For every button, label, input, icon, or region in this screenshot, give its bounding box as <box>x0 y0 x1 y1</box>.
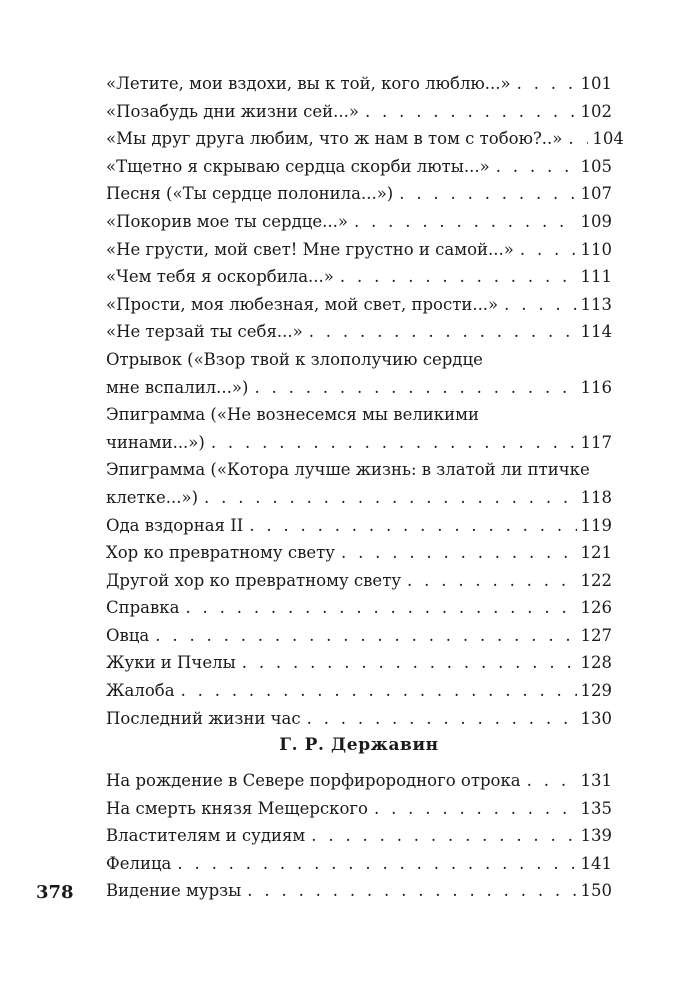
dot-leader <box>254 374 576 402</box>
toc-entry-title: Последний жизни час <box>106 708 301 728</box>
dot-leader <box>177 850 576 878</box>
toc-entry <box>106 677 612 705</box>
toc-entry <box>106 208 612 236</box>
toc-entry-title: «Позабудь дни жизни сей...» <box>106 101 359 121</box>
toc-entry <box>106 594 612 622</box>
dot-leader <box>496 153 577 181</box>
dot-leader <box>181 677 577 705</box>
toc-entry-title: Овца <box>106 625 150 645</box>
toc-entry-page: 126 <box>580 598 612 618</box>
toc-entry-page: 116 <box>580 377 612 397</box>
dot-leader <box>242 649 577 677</box>
toc-entry <box>106 318 612 346</box>
toc-entry-page: 107 <box>580 184 612 204</box>
toc-entry-title: Эпиграмма («Не вознесемся мы великими <box>106 405 479 425</box>
toc-entry-page: 128 <box>580 653 612 673</box>
toc-entry-title: Отрывок («Взор твой к злополучию сердце <box>106 349 483 369</box>
toc-entry-page: 117 <box>580 432 612 452</box>
dot-leader <box>247 877 576 905</box>
toc-entry-page: 104 <box>592 129 624 149</box>
toc-entry <box>106 180 612 208</box>
toc-entry-title: Хор ко превратному свету <box>106 543 335 563</box>
toc-entry-title: Видение мурзы <box>106 881 242 901</box>
dot-leader <box>365 98 577 126</box>
toc-entry <box>106 70 612 98</box>
dot-leader <box>399 180 576 208</box>
toc-list-part2 <box>106 767 612 905</box>
toc-entry-title-continued: клетке...») <box>106 487 199 507</box>
toc-list-part1 <box>106 70 624 732</box>
toc-entry <box>106 346 612 401</box>
toc-entry-title: На смерть князя Мещерского <box>106 798 368 818</box>
toc-entry-page: 101 <box>580 74 612 93</box>
toc-entry-title: «Не грусти, мой свет! Мне грустно и самой...» <box>106 239 514 259</box>
dot-leader <box>249 512 576 540</box>
page-number-folio: 378 <box>36 882 74 903</box>
toc-entry-page: 114 <box>580 322 612 342</box>
toc-entry <box>106 822 612 850</box>
dot-leader <box>311 822 576 850</box>
toc-entry <box>106 401 612 456</box>
toc-entry-page: 119 <box>580 515 612 535</box>
toc-entry <box>106 236 612 264</box>
toc-entry-page: 121 <box>580 543 612 563</box>
toc-entry-title: «Летите, мои вздохи, вы к той, кого люблю...» <box>106 74 511 93</box>
toc-entry-title: Жалоба <box>106 681 175 701</box>
toc-entry-title: «Не терзай ты себя...» <box>106 322 303 342</box>
toc-entry-page: 131 <box>580 771 612 790</box>
dot-leader <box>527 767 577 795</box>
toc-entry <box>106 153 612 181</box>
dot-leader <box>517 70 577 98</box>
toc-entry <box>106 263 612 291</box>
toc-entry <box>106 567 612 595</box>
toc-entry-title: Ода вздорная II <box>106 515 244 535</box>
dot-leader <box>309 318 577 346</box>
dot-leader <box>520 236 577 264</box>
dot-leader <box>407 567 576 595</box>
dot-leader <box>155 622 576 650</box>
toc-entry-title: Эпиграмма («Котора лучше жизнь: в златой ли птичке <box>106 460 590 480</box>
toc-entry <box>106 98 612 126</box>
dot-leader <box>307 705 577 733</box>
toc-entry-page: 102 <box>580 101 612 121</box>
dot-leader <box>185 594 576 622</box>
dot-leader <box>204 484 576 512</box>
toc-entry <box>106 291 612 319</box>
dot-leader <box>211 429 577 457</box>
toc-entry <box>106 539 612 567</box>
toc-entry <box>106 125 624 153</box>
toc-entry-title-continued: чинами...») <box>106 432 205 452</box>
toc-entry-title: Жуки и Пчелы <box>106 653 236 673</box>
toc-entry <box>106 767 612 795</box>
toc-entry-title: «Покорив мое ты сердце...» <box>106 211 348 231</box>
toc-entry <box>106 512 612 540</box>
dot-leader <box>568 125 588 153</box>
toc-entry-page: 122 <box>580 570 612 590</box>
toc-entry-title: На рождение в Севере порфирородного отрока <box>106 771 521 790</box>
toc-entry-page: 111 <box>580 267 612 287</box>
toc-entry-title: Песня («Ты сердце полонила...») <box>106 184 394 204</box>
toc-entry-page: 129 <box>580 681 612 701</box>
toc-entry-title-continued: мне вспалил...») <box>106 377 249 397</box>
toc-entry-title: «Тщетно я скрываю сердца скорби люты...» <box>106 156 490 176</box>
toc-entry-page: 105 <box>580 156 612 176</box>
toc-entry-page: 139 <box>580 826 612 846</box>
toc-entry-page: 127 <box>580 625 612 645</box>
toc-entry-page: 110 <box>580 239 612 259</box>
dot-leader <box>374 795 577 823</box>
toc-entry-title: Властителям и судиям <box>106 826 306 846</box>
toc-entry-title: «Мы друг друга любим, что ж нам в том с тобою?..» <box>106 129 563 149</box>
dot-leader <box>354 208 577 236</box>
toc-entry-page: 135 <box>580 798 612 818</box>
toc-entry-title: Другой хор ко превратному свету <box>106 570 402 590</box>
toc-entry-title: Фелица <box>106 853 172 873</box>
toc-entry <box>106 877 612 905</box>
dot-leader <box>341 539 577 567</box>
toc-entry <box>106 649 612 677</box>
toc-entry-page: 130 <box>580 708 612 728</box>
toc-entry <box>106 456 612 511</box>
section-heading-author: Г. Р. Державин <box>279 735 439 755</box>
toc-entry <box>106 795 612 823</box>
dot-leader <box>340 263 577 291</box>
toc-entry-page: 141 <box>580 853 612 873</box>
toc-entry-title: Справка <box>106 598 180 618</box>
toc-entry <box>106 622 612 650</box>
toc-entry-page: 118 <box>580 487 612 507</box>
toc-entry-title: «Чем тебя я оскорбила...» <box>106 267 334 287</box>
dot-leader <box>504 291 576 319</box>
toc-entry-page: 109 <box>580 211 612 231</box>
toc-entry <box>106 705 612 733</box>
toc-entry-page: 113 <box>580 294 612 314</box>
toc-entry-page: 150 <box>580 881 612 901</box>
toc-entry <box>106 850 612 878</box>
toc-entry-title: «Прости, моя любезная, мой свет, прости...» <box>106 294 499 314</box>
